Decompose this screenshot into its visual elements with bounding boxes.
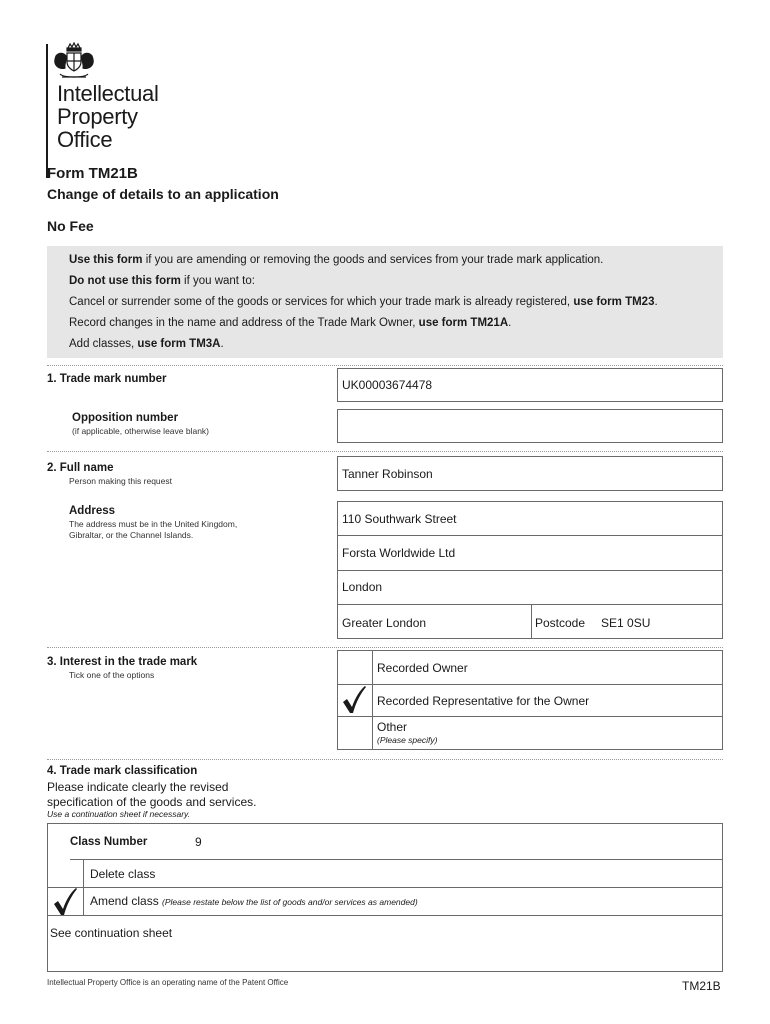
recorded-representative-checkbox[interactable] bbox=[338, 684, 372, 716]
form-subtitle: Change of details to an application bbox=[47, 186, 279, 202]
opposition-number-note: (if applicable, otherwise leave blank) bbox=[72, 426, 210, 436]
opposition-number-field[interactable] bbox=[337, 409, 723, 443]
section-divider bbox=[47, 365, 723, 366]
interest-options bbox=[337, 650, 723, 750]
classification-desc-1: Please indicate clearly the revised bbox=[47, 780, 229, 794]
section-divider bbox=[47, 647, 723, 648]
recorded-owner-checkbox[interactable] bbox=[338, 651, 372, 684]
table-divider bbox=[48, 887, 722, 888]
full-name-note: Person making this request bbox=[69, 476, 172, 486]
option-divider bbox=[338, 684, 722, 685]
form-title: Form TM21B bbox=[47, 165, 138, 182]
checkbox-column-divider bbox=[372, 651, 373, 749]
info-box bbox=[47, 246, 723, 358]
delete-class-label: Delete class bbox=[90, 867, 156, 881]
recorded-representative-label: Recorded Representative for the Owner bbox=[377, 694, 590, 708]
delete-class-checkbox[interactable] bbox=[48, 859, 83, 887]
address-row-divider bbox=[338, 570, 722, 571]
full-name-value: Tanner Robinson bbox=[342, 467, 433, 481]
class-number-label: Class Number bbox=[70, 836, 148, 848]
logo-text bbox=[57, 82, 159, 151]
footer-text: Intellectual Property Office is an operating name of the Patent Office bbox=[47, 978, 289, 987]
postcode-label: Postcode bbox=[535, 616, 586, 630]
full-name-field[interactable] bbox=[337, 456, 723, 491]
info-line-3: Cancel or surrender some of the goods or services for which your trade mark is already registered, use form TM23. bbox=[69, 296, 658, 308]
address-row-divider bbox=[338, 535, 722, 536]
logo-line-2: Property bbox=[57, 104, 138, 129]
classification-table bbox=[47, 823, 723, 972]
address-line-4[interactable]: Greater London bbox=[342, 616, 427, 630]
address-line-3[interactable]: London bbox=[342, 580, 383, 594]
section-1-label: 1. Trade mark number bbox=[47, 373, 167, 385]
postcode-value[interactable]: SE1 0SU bbox=[601, 616, 651, 630]
class-number-value[interactable]: 9 bbox=[195, 835, 202, 849]
info-line-1: Use this form if you are amending or removing the goods and services from your trade mark application. bbox=[69, 254, 604, 266]
trade-mark-number-value: UK00003674478 bbox=[342, 378, 433, 392]
table-divider bbox=[48, 915, 722, 916]
section-divider bbox=[47, 759, 723, 760]
section-4-label: 4. Trade mark classification bbox=[47, 765, 198, 777]
royal-crest-icon bbox=[52, 42, 96, 82]
specification-text[interactable]: See continuation sheet bbox=[50, 926, 173, 940]
address-block bbox=[337, 501, 723, 639]
section-2-label: 2. Full name bbox=[47, 462, 114, 474]
interest-note: Tick one of the options bbox=[69, 670, 155, 680]
other-note: (Please specify) bbox=[377, 735, 438, 745]
amend-class-checkbox[interactable] bbox=[48, 887, 83, 915]
address-label: Address bbox=[69, 505, 116, 517]
address-note-1: The address must be in the United Kingdom, bbox=[69, 519, 238, 529]
trade-mark-number-field[interactable] bbox=[337, 368, 723, 402]
section-3-label: 3. Interest in the trade mark bbox=[47, 656, 198, 668]
address-line-2[interactable]: Forsta Worldwide Ltd bbox=[342, 546, 456, 560]
opposition-number-label: Opposition number bbox=[72, 412, 179, 424]
checkmark-icon bbox=[52, 887, 78, 917]
info-line-4: Record changes in the name and address of the Trade Mark Owner, use form TM21A. bbox=[69, 317, 512, 329]
postcode-divider bbox=[531, 604, 532, 638]
classification-desc-2: specification of the goods and services. bbox=[47, 795, 257, 809]
fee-label: No Fee bbox=[47, 218, 94, 234]
option-divider bbox=[338, 716, 722, 717]
logo-line-1: Intellectual bbox=[57, 81, 159, 106]
logo-divider bbox=[46, 44, 48, 178]
address-note-2: Gibraltar, or the Channel Islands. bbox=[69, 530, 194, 540]
section-divider bbox=[47, 451, 723, 452]
logo-line-3: Office bbox=[57, 127, 113, 152]
continuation-note: Use a continuation sheet if necessary. bbox=[47, 809, 191, 819]
info-line-5: Add classes, use form TM3A. bbox=[69, 338, 224, 350]
other-label: Other bbox=[377, 720, 408, 734]
form-code: TM21B bbox=[682, 979, 721, 993]
table-divider bbox=[70, 859, 722, 860]
address-line-1[interactable]: 110 Southwark Street bbox=[342, 512, 457, 526]
amend-class-label: Amend class (Please restate below the list of goods and/or services as amended) bbox=[90, 894, 418, 908]
other-checkbox[interactable] bbox=[338, 716, 372, 749]
address-row-divider bbox=[338, 604, 722, 605]
recorded-owner-label: Recorded Owner bbox=[377, 661, 468, 675]
info-line-2: Do not use this form if you want to: bbox=[69, 275, 255, 287]
checkmark-icon bbox=[341, 685, 367, 715]
